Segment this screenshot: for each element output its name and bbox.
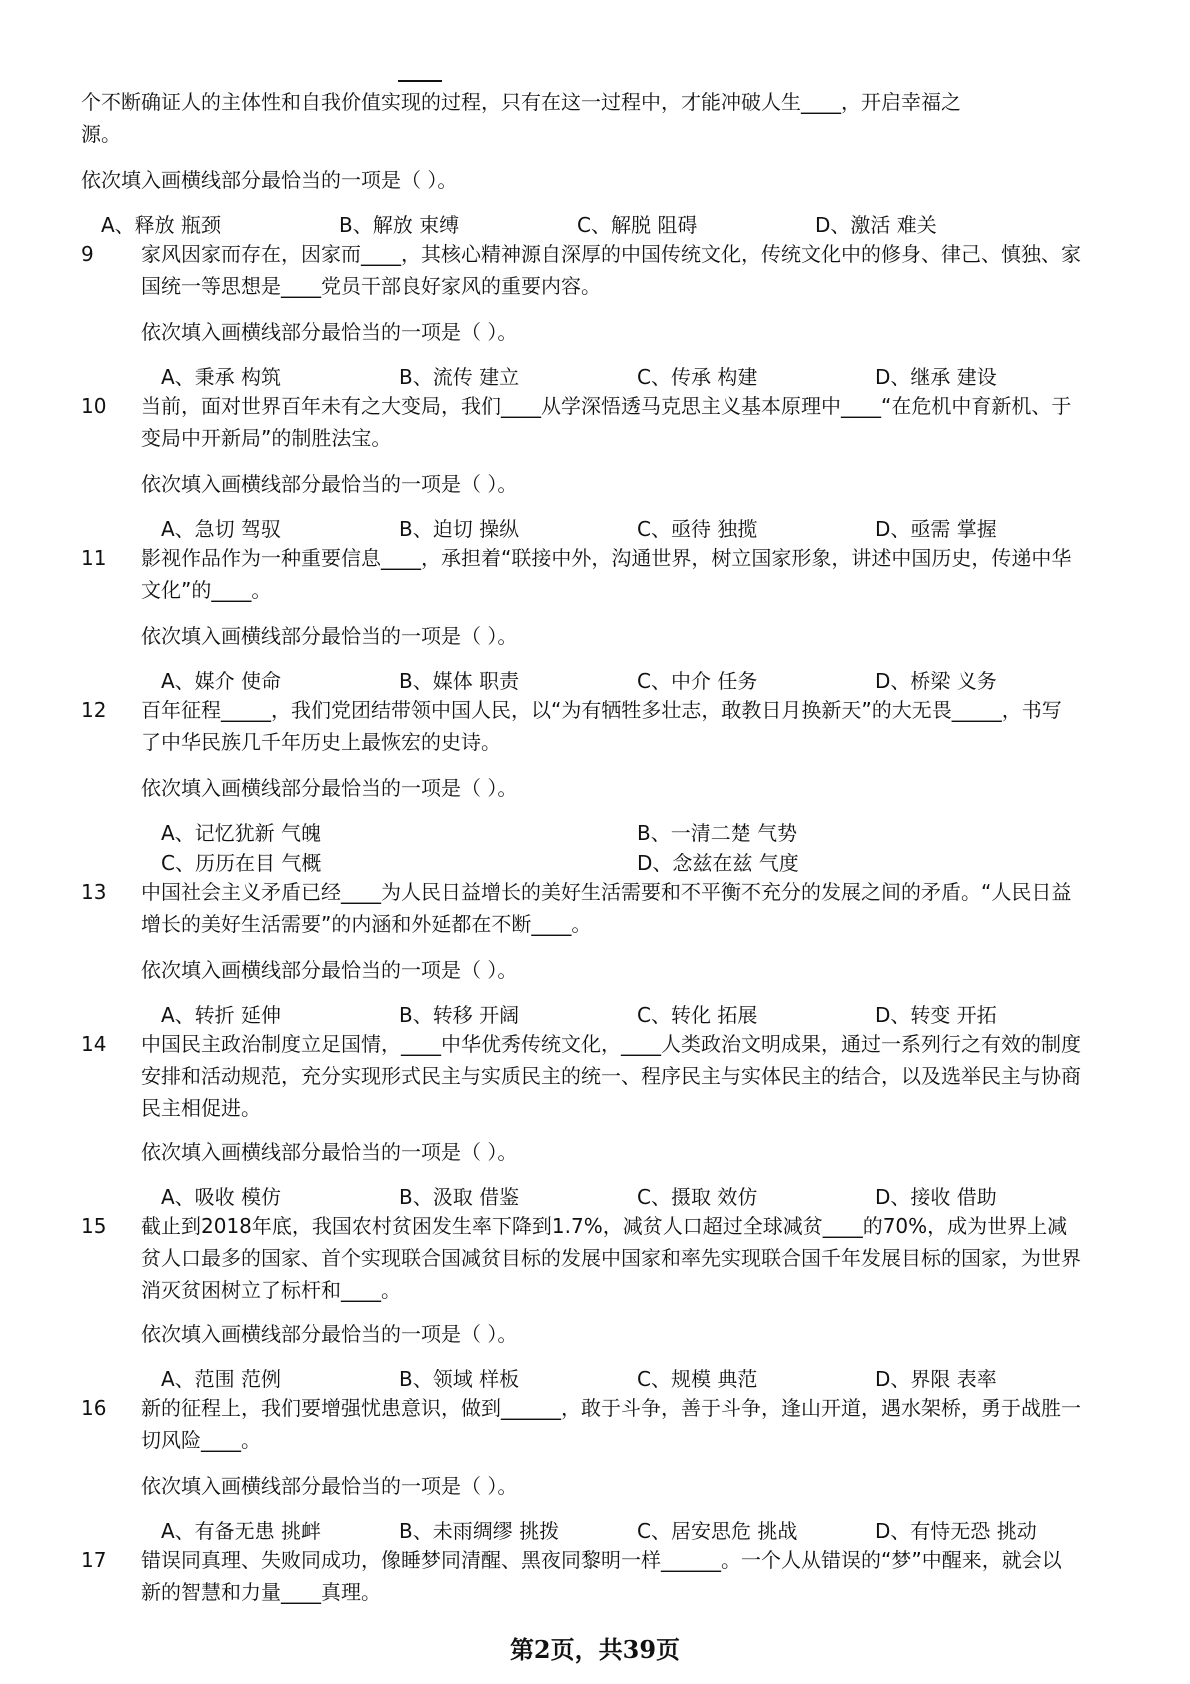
question-16-number: 16 [81,1396,107,1420]
question-13-prompt: 依次填入画横线部分最恰当的一项是（ ）。 [141,958,518,982]
question-11-option-d: D、桥梁 义务 [875,669,997,693]
intro-option-b: B、解放 束缚 [339,213,460,237]
question-15-prompt: 依次填入画横线部分最恰当的一项是（ ）。 [141,1322,518,1346]
question-10-number: 10 [81,394,107,418]
question-14-option-d: D、接收 借助 [875,1185,997,1209]
question-16-option-d: D、有恃无恐 挑动 [875,1519,1037,1543]
question-11-option-a: A、媒介 使命 [161,669,282,693]
question-13-text: 中国社会主义矛盾已经____为人民日益增长的美好生活需要和不平衡不充分的发展之间的矛盾。“人民日益增长的美好生活需要”的内涵和外延都在不断____。 [141,880,1072,936]
question-16-prompt: 依次填入画横线部分最恰当的一项是（ ）。 [141,1474,518,1498]
question-12-option-a: A、记忆犹新 气魄 [161,821,322,845]
question-15-option-d: D、界限 表率 [875,1367,997,1391]
question-10-text: 当前，面对世界百年未有之大变局，我们____从学深悟透马克思主义基本原理中____“在危机中育新机、于变局中开新局”的制胜法宝。 [141,394,1072,450]
question-14-number: 14 [81,1032,107,1056]
question-11-number: 11 [81,546,107,570]
intro-option-d: D、激活 难关 [815,213,937,237]
question-16-option-b: B、未雨绸缪 挑拨 [399,1519,560,1543]
question-12-option-d: D、念兹在兹 气度 [637,851,799,875]
question-9-option-d: D、继承 建设 [875,365,997,389]
question-16-text: 新的征程上，我们要增强忧患意识，做到______，敢于斗争，善于斗争，逢山开道，遇水架桥，勇于战胜一切风险____。 [141,1396,1081,1452]
question-17-number: 17 [81,1548,107,1572]
question-16-option-a: A、有备无患 挑衅 [161,1519,322,1543]
question-15-number: 15 [81,1214,107,1238]
question-12-prompt: 依次填入画横线部分最恰当的一项是（ ）。 [141,776,518,800]
question-11-option-c: C、中介 任务 [637,669,758,693]
page-footer: 第2页，共39页 [509,1635,681,1664]
question-11-option-b: B、媒体 职责 [399,669,520,693]
question-12-option-b: B、一清二楚 气势 [637,821,798,845]
intro-option-c: C、解脱 阻碍 [577,213,698,237]
question-12-option-c: C、历历在目 气概 [161,851,322,875]
intro-option-a: A、释放 瓶颈 [101,213,222,237]
question-13-option-c: C、转化 拓展 [637,1003,758,1027]
question-13-option-a: A、转折 延伸 [161,1003,282,1027]
question-15-option-a: A、范围 范例 [161,1367,282,1391]
question-10-option-c: C、亟待 独揽 [637,517,758,541]
question-11-text: 影视作品作为一种重要信息____，承担着“联接中外，沟通世界，树立国家形象，讲述中国历史，传递中华文化”的____。 [141,546,1072,602]
question-14-prompt: 依次填入画横线部分最恰当的一项是（ ）。 [141,1140,518,1164]
question-14-option-a: A、吸收 模仿 [161,1185,282,1209]
question-14-text: 中国民主政治制度立足国情，____中华优秀传统文化，____人类政治文明成果，通过一系列行之有效的制度安排和活动规范，充分实现形式民主与实质民主的统一、程序民主与实体民主的结合，以及选举民主与协商民主相促进。 [141,1032,1081,1120]
question-10-prompt: 依次填入画横线部分最恰当的一项是（ ）。 [141,472,518,496]
question-16-option-c: C、居安思危 挑战 [637,1519,798,1543]
question-13-number: 13 [81,880,107,904]
question-9-option-c: C、传承 构建 [637,365,758,389]
question-9-option-b: B、流传 建立 [399,365,520,389]
question-13-option-b: B、转移 开阔 [399,1003,520,1027]
question-9-number: 9 [81,242,94,266]
question-12-text: 百年征程_____，我们党团结带领中国人民，以“为有牺牲多壮志，敢教日月换新天”的大无畏_____，书写了中华民族几千年历史上最恢宏的史诗。 [141,698,1062,754]
question-11-prompt: 依次填入画横线部分最恰当的一项是（ ）。 [141,624,518,648]
question-10-option-b: B、迫切 操纵 [399,517,520,541]
question-13-option-d: D、转变 开拓 [875,1003,997,1027]
question-10-option-d: D、亟需 掌握 [875,517,997,541]
intro-prompt: 依次填入画横线部分最恰当的一项是（ ）。 [81,168,458,192]
question-17-text: 错误同真理、失败同成功，像睡梦同清醒、黑夜同黎明一样______。一个人从错误的“梦”中醒来，就会以新的智慧和力量____真理。 [141,1548,1062,1604]
question-14-option-c: C、摄取 效仿 [637,1185,758,1209]
question-10-option-a: A、急切 驾驭 [161,517,282,541]
question-9-option-a: A、秉承 构筑 [161,365,282,389]
question-9-prompt: 依次填入画横线部分最恰当的一项是（ ）。 [141,320,518,344]
question-15-option-b: B、领域 样板 [399,1367,520,1391]
top-blank-line [398,80,442,82]
intro-line-1: 个不断确证人的主体性和自我价值实现的过程，只有在这一过程中，才能冲破人生____，开启幸福之 [81,90,961,114]
intro-line-2: 源。 [81,122,121,146]
question-15-option-c: C、规模 典范 [637,1367,758,1391]
question-9-text: 家风因家而存在，因家而____，其核心精神源自深厚的中国传统文化，传统文化中的修身、律己、慎独、家国统一等思想是____党员干部良好家风的重要内容。 [141,242,1081,298]
question-12-number: 12 [81,698,107,722]
question-14-option-b: B、汲取 借鉴 [399,1185,520,1209]
question-15-text: 截止到2018年底，我国农村贫困发生率下降到1.7%，减贫人口超过全球减贫____的70%，成为世界上减贫人口最多的国家、首个实现联合国减贫目标的发展中国家和率先实现联合国千年发展目标的国家，为世界消灭贫困树立了标杆和____。 [141,1214,1081,1302]
